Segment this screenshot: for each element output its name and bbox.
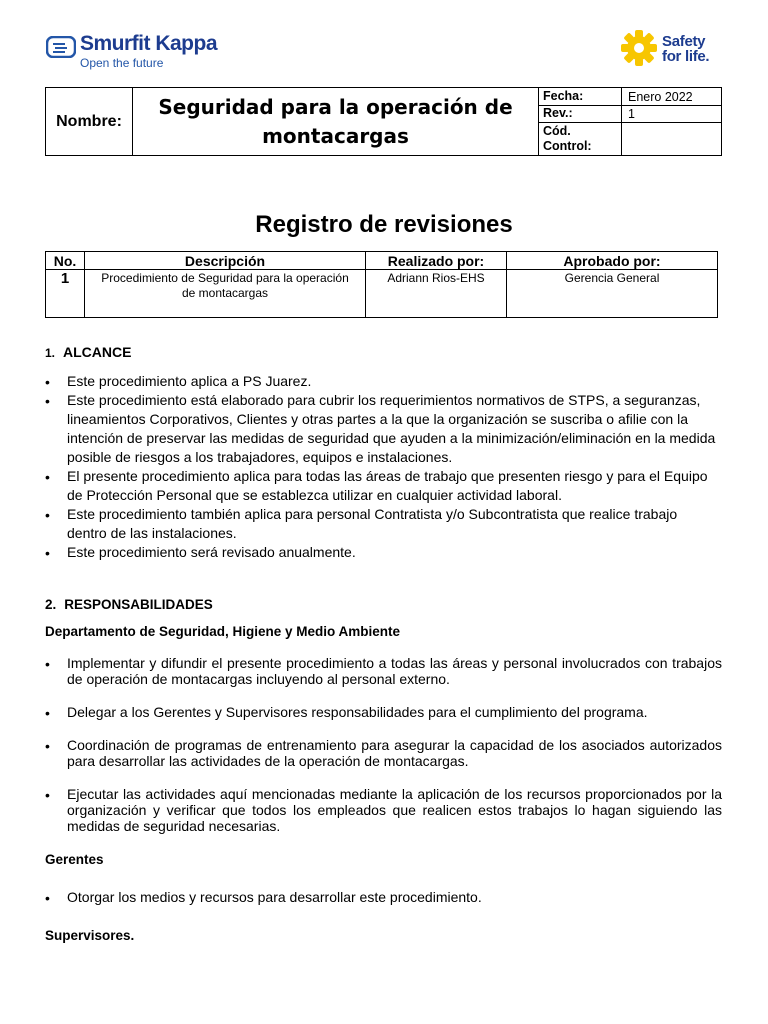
row-no: 1 <box>46 270 85 318</box>
safety-gear-icon <box>620 28 658 68</box>
document-title <box>133 88 539 156</box>
row-aprobado: Gerencia General <box>507 270 718 318</box>
document-header-table <box>45 87 722 156</box>
col-header-descripcion: Descripción <box>85 252 366 270</box>
list-item: • Este procedimiento será revisado anualmente. <box>45 543 720 562</box>
fecha-value: Enero 2022 <box>622 88 722 106</box>
responsabilidades-heading <box>45 597 213 612</box>
document-title-line1: Seguridad para la operación de <box>158 94 513 119</box>
smurfit-kappa-tagline: Open the future <box>80 56 164 70</box>
list-item: • Otorgar los medios y recursos para desarrollar este procedimiento. <box>45 888 722 907</box>
alcance-title: ALCANCE <box>63 344 132 360</box>
alcance-list <box>45 372 720 562</box>
alcance-heading <box>45 344 131 360</box>
cod-label-line2: Control: <box>543 138 592 153</box>
smurfit-kappa-logo-icon <box>46 36 76 58</box>
row-descripcion-line2: de montacargas <box>181 286 269 300</box>
smurfit-kappa-name: Smurfit Kappa <box>80 32 218 55</box>
safety-text-line2: for life. <box>662 48 710 65</box>
col-header-no: No. <box>46 252 85 270</box>
list-item: • Delegar a los Gerentes y Supervisores responsabilidades para el cumplimiento del programa. <box>45 704 722 720</box>
responsabilidades-title: RESPONSABILIDADES <box>64 597 213 612</box>
cod-label-line1: Cód. <box>543 123 571 138</box>
revisions-title: Registro de revisiones <box>255 211 513 238</box>
smurfit-kappa-logo <box>46 34 246 74</box>
rev-label: Rev.: <box>539 106 622 122</box>
document-title-line2: montacargas <box>262 123 409 148</box>
dept-list <box>45 655 722 834</box>
list-item: • El presente procedimiento aplica para todas las áreas de trabajo que presenten riesgo y para el Equipo de Protección Personal que se establezca utilizar en cualquier actividad laboral. <box>45 467 720 505</box>
list-item: • Este procedimiento está elaborado para cubrir los requerimientos normativos de STPS, a seguranzas, lineamientos Corporativos, Clientes y otras partes a la que la organización se suscriba o afilie con la intención de preservar las medidas de seguridad que ayuden a la minimización/eliminación en la medida posible de riesgos a los trabajadores, equipos e instalaciones. <box>45 391 720 467</box>
cod-control-label <box>539 122 622 156</box>
list-item: • Este procedimiento también aplica para personal Contratista y/o Subcontratista que realice trabajo dentro de las instalaciones. <box>45 505 720 543</box>
gerentes-subheading: Gerentes <box>45 852 104 867</box>
supervisores-subheading: Supervisores. <box>45 928 135 943</box>
responsabilidades-number: 2. <box>45 597 57 612</box>
table-row <box>46 270 718 318</box>
fecha-label: Fecha: <box>539 88 622 106</box>
alcance-number: 1. <box>45 346 56 360</box>
list-item: • Coordinación de programas de entrenamiento para asegurar la capacidad de los asociados autorizados para desarrollar las actividades de la operación de montacargas. <box>45 737 722 769</box>
row-descripcion-line1: Procedimiento de Seguridad para la operación <box>101 271 349 285</box>
dept-subheading: Departamento de Seguridad, Higiene y Medio Ambiente <box>45 624 401 639</box>
cod-control-value <box>622 122 722 156</box>
safety-for-life-logo <box>620 28 730 72</box>
row-descripcion <box>85 270 366 318</box>
gerentes-list <box>45 888 722 907</box>
list-item: • Ejecutar las actividades aquí mencionadas mediante la aplicación de los recursos proporcionados por la organización y verificar que todos los empleados que realicen estos trabajos lo hagan siguiendo las medidas de seguridad necesarias. <box>45 786 722 834</box>
list-item: • Este procedimiento aplica a PS Juarez. <box>45 372 720 391</box>
rev-value: 1 <box>622 106 722 122</box>
col-header-realizado: Realizado por: <box>366 252 507 270</box>
revisions-header-row <box>46 252 718 270</box>
list-item: • Implementar y difundir el presente procedimiento a todas las áreas y personal involucrados con trabajos de operación de montacargas incluyendo al personal externo. <box>45 655 722 687</box>
row-realizado: Adriann Rios-EHS <box>366 270 507 318</box>
safety-text-line1: Safety <box>662 33 706 50</box>
col-header-aprobado: Aprobado por: <box>507 252 718 270</box>
revisions-table <box>45 251 718 318</box>
nombre-label: Nombre: <box>46 88 133 156</box>
